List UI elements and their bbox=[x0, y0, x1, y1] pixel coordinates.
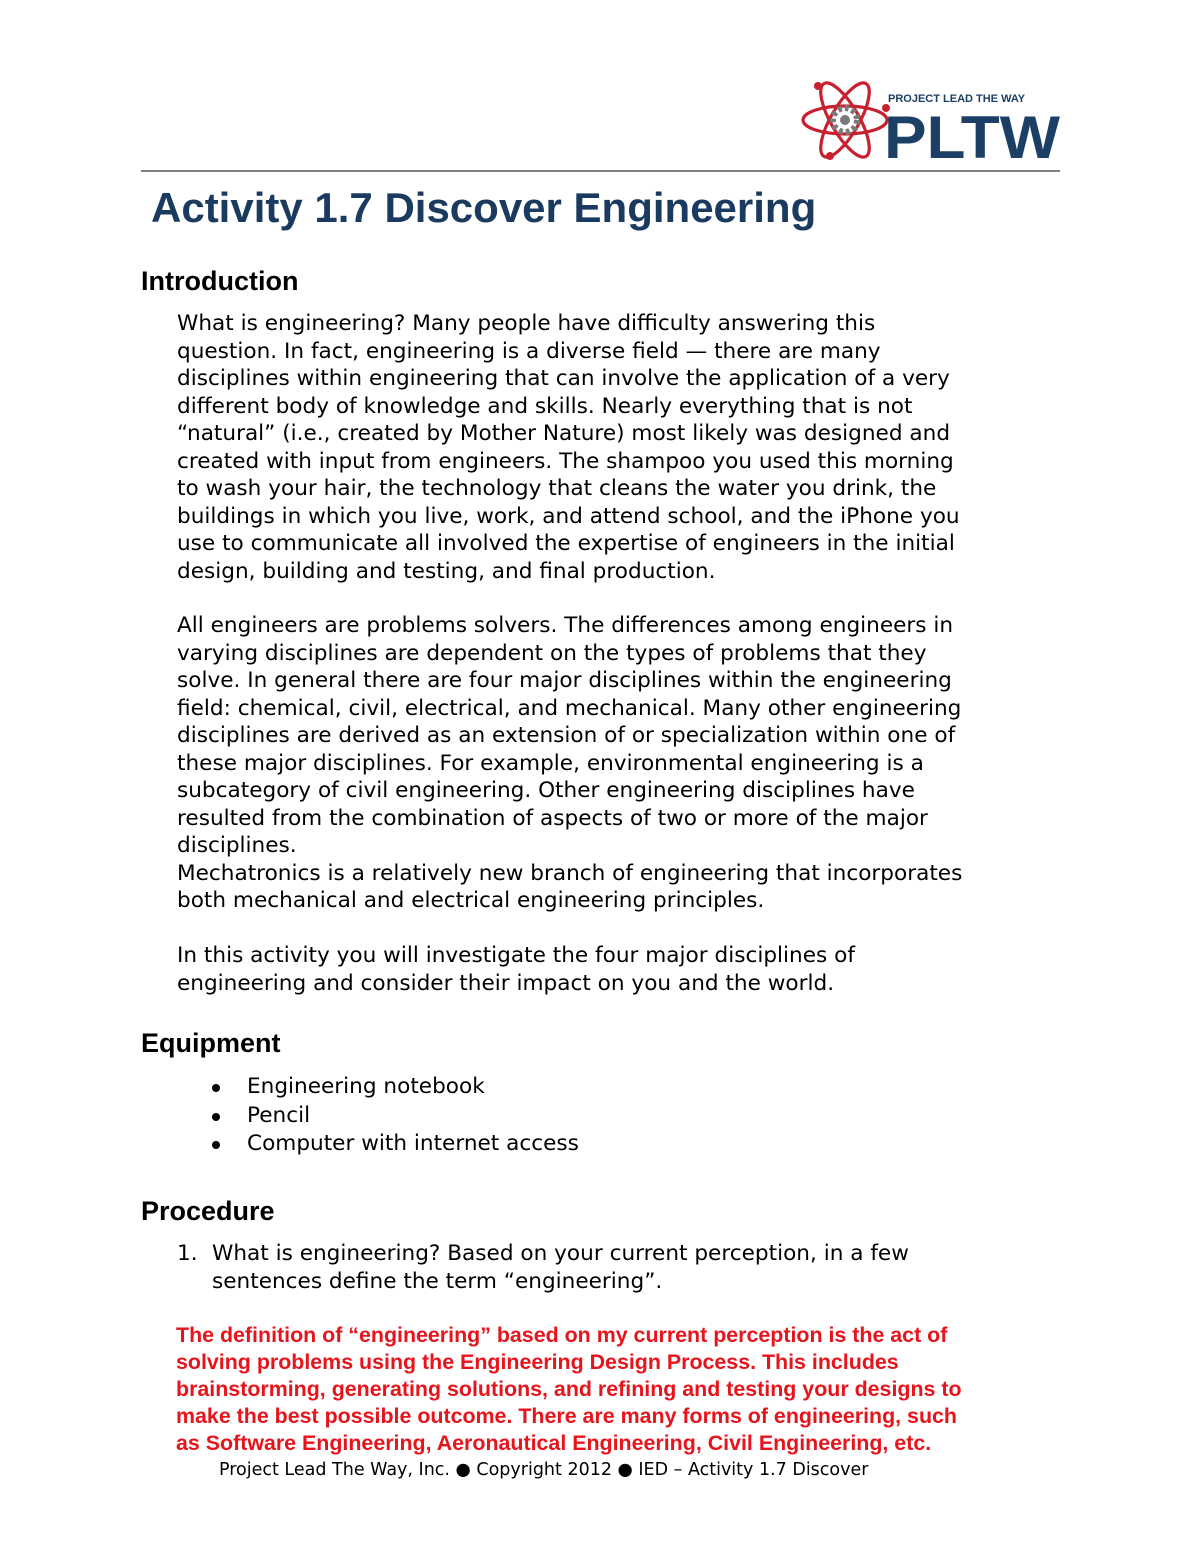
header-divider bbox=[141, 170, 1060, 172]
page-footer: Project Lead The Way, Inc. ● Copyright 2012 ● IED – Activity 1.7 Discover bbox=[219, 1460, 869, 1480]
introduction-heading: Introduction bbox=[141, 266, 299, 296]
logo-wordmark: PLTW bbox=[884, 104, 1061, 164]
equipment-item-label: Computer with internet access bbox=[247, 1131, 579, 1156]
introduction-paragraph-3: In this activity you will investigate the four major disciplines of engineering and consider their impact on you and the world. bbox=[177, 943, 855, 996]
introduction-paragraph-2: All engineers are problems solvers. The differences among engineers in varying disciplines are dependent on the types of problems that they solve. In general there are four major disciplines within the engineering field: chemical, civil, electrical, and mechanical. Many other engineering disciplines are derived as an extension of or specialization within one of these major disciplines. For example, environmental engineering is a subcategory of civil engineering. Other engineering disciplines have resulted from the combination of aspects of two or more of the major disciplines. Mechatronics is a relatively new branch of engineering that incorporates both mechanical and electrical engineering principles. bbox=[177, 613, 963, 913]
pltw-logo-graphic bbox=[800, 72, 1062, 164]
bullet-icon bbox=[212, 1084, 220, 1092]
list-item bbox=[212, 1102, 579, 1131]
step-text: What is engineering? Based on your current perception, in a few sentences define the term “engineering”. bbox=[212, 1241, 909, 1294]
page-title: Activity 1.7 Discover Engineering bbox=[151, 184, 817, 231]
list-item bbox=[212, 1130, 579, 1159]
bullet-icon bbox=[212, 1113, 220, 1121]
atom-gear-icon bbox=[803, 77, 890, 164]
procedure-heading: Procedure bbox=[141, 1196, 275, 1226]
step-number: 1. bbox=[177, 1241, 198, 1266]
introduction-paragraph-1: What is engineering? Many people have difficulty answering this question. In fact, engineering is a diverse field — there are many disciplines within engineering that can involve the application of a very different body of knowledge and skills. Nearly everything that is not “natural” (i.e., created by Mother Nature) most likely was designed and created with input from engineers. The shampoo you used this morning to wash your hair, the technology that cleans the water you drink, the buildings in which you live, work, and attend school, and the iPhone you use to communicate all involved the expertise of engineers in the initial design, building and testing, and final production. bbox=[177, 311, 960, 584]
bullet-icon bbox=[212, 1141, 220, 1149]
equipment-item-label: Pencil bbox=[247, 1102, 311, 1128]
procedure-step-1 bbox=[177, 1240, 1057, 1295]
student-answer: The definition of “engineering” based on my current perception is the act of solving problems using the Engineering Design Process. This includes brainstorming, generating solutions, and refining and testing your designs to make the best possible outcome. There are many forms of engineering, such as Software Engineering, Aeronautical Engineering, Civil Engineering, etc. bbox=[176, 1323, 962, 1455]
logo-tagline: PROJECT LEAD THE WAY bbox=[888, 93, 1026, 105]
equipment-heading: Equipment bbox=[141, 1028, 281, 1058]
pltw-logo bbox=[800, 72, 1062, 164]
equipment-item-label: Engineering notebook bbox=[247, 1074, 485, 1099]
equipment-list bbox=[212, 1073, 579, 1159]
list-item bbox=[212, 1073, 579, 1102]
